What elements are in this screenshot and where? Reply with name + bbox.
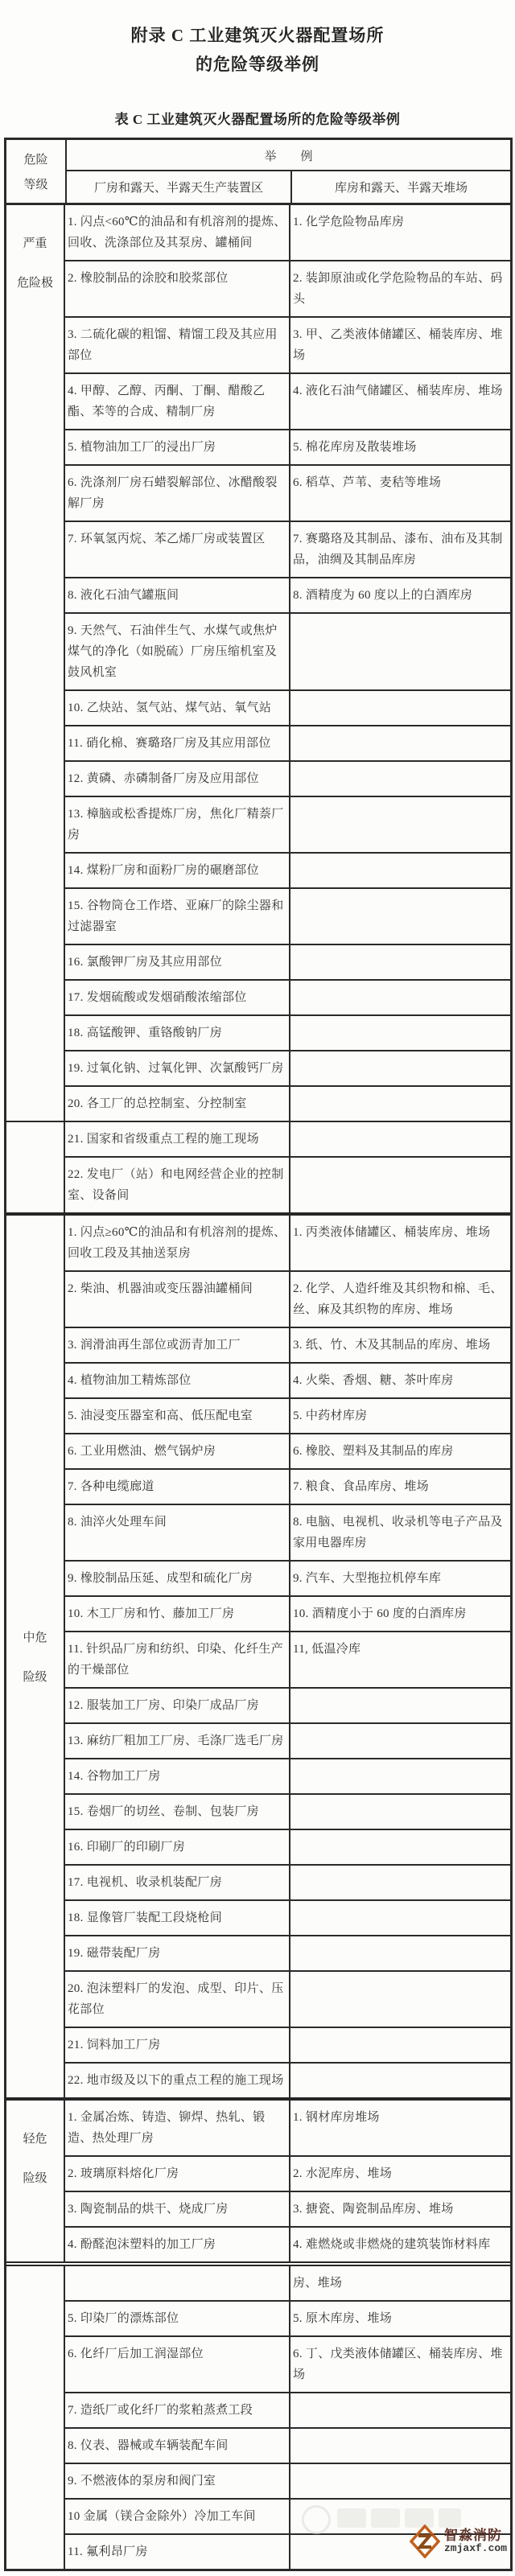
hazard-level-label-line: 轻危 [23,2133,47,2146]
group-rows [65,2101,510,2261]
factory-example-cell: 5. 植物油加工厂的浸出厂房 [65,430,290,464]
table-row [65,2335,510,2392]
factory-example-cell: 17. 电视机、收录机装配厂房 [65,1866,290,1899]
factory-example-cell: 12. 服装加工厂房、印染厂成品厂房 [65,1689,290,1722]
table-row [65,1156,510,1212]
table-body [6,205,510,2569]
factory-example-cell: 14. 煤粉厂房和面粉厂房的碾磨部位 [65,854,290,887]
factory-example-cell: 8. 液化石油气罐瓶间 [65,578,290,612]
factory-example-cell: 7. 各种电缆廊道 [65,1470,290,1504]
appendix-title-line2: 的危险等级举例 [196,55,319,74]
factory-example-cell: 3. 二硫化碳的粗馏、精馏工段及其应用部位 [65,318,290,372]
table-row [65,1433,510,1468]
warehouse-example-cell: 房、堆场 [293,2277,343,2290]
factory-example-cell: 15. 卷烟厂的切丝、卷制、包装厂房 [65,1795,290,1829]
warehouse-example-cell [290,2064,510,2097]
hazard-level-label [6,2101,65,2261]
table-row [65,1397,510,1433]
table-row [65,2191,510,2226]
factory-example-cell: 6. 洗涤剂厂房石蜡裂解部位、冰醋酸裂解厂房 [65,466,290,521]
factory-example-cell: 6. 工业用燃油、燃气锅炉房 [65,1434,290,1468]
table-row [65,1504,510,1560]
factory-example-cell: 13. 樟脑或松香提炼厂房，焦化厂精萘厂房 [65,797,290,852]
site-watermark [410,2525,507,2558]
factory-example-cell: 21. 国家和省级重点工程的施工现场 [65,1122,290,1156]
warehouse-example-cell: 4. 火柴、香烟、糖、茶叶库房 [293,1374,454,1387]
table-row [65,725,510,760]
table-row [65,2427,510,2463]
warehouse-example-cell: 2. 水泥库房、堆场 [293,2167,393,2180]
table-row [65,1864,510,1899]
hazard-level-label [6,2266,65,2569]
table-row [65,205,510,260]
factory-example-cell: 9. 不燃液体的泵房和阀门室 [65,2464,290,2498]
factory-example-cell: 11. 氟利昂厂房 [65,2535,290,2569]
table-row [65,1631,510,1687]
table-row [65,1687,510,1722]
warehouse-example-cell: 3. 甲、乙类液体储罐区、桶装库房、堆场 [293,328,503,362]
factory-example-cell: 11. 针织品厂房和纺织、印染、化纤生产的干燥部位 [65,1632,290,1687]
warehouse-example-cell [290,1724,510,1758]
factory-example-cell: 8. 油淬火处理车间 [65,1505,290,1560]
table-row [65,2027,510,2062]
table-row [65,1758,510,1793]
table-row [65,2062,510,2097]
factory-example-cell: 4. 植物油加工精炼部位 [65,1364,290,1397]
table-row [65,2463,510,2498]
warehouse-example-cell [290,1016,510,1050]
factory-example-cell: 7. 环氧氢丙烷、苯乙烯厂房或装置区 [65,522,290,577]
warehouse-example-cell [290,1936,510,1970]
factory-example-cell: 1. 闪点≥60℃的油品和有机溶剂的提炼、回收工段及其抽送泵房 [65,1216,290,1270]
table-row [65,1050,510,1085]
warehouse-example-cell [290,1866,510,1899]
warehouse-example-cell: 6. 丁、戊类液体储罐区、桶装库房、堆场 [293,2348,503,2381]
warehouse-example-cell [290,1158,510,1212]
table-row [65,429,510,464]
factory-example-cell: 1. 闪点<60℃的油品和有机溶剂的提炼、回收、洗涤部位及其泵房、罐桶间 [65,205,290,260]
table-row [65,1829,510,1864]
zhimiao-logo-icon [410,2525,440,2558]
table-row [65,2266,510,2300]
warehouse-example-cell: 4. 液化石油气储罐区、桶装库房、堆场 [293,385,503,397]
hazard-level-label [6,205,65,1121]
warehouse-example-cell [290,1122,510,1156]
warehouse-example-cell [290,1795,510,1829]
hazard-group-1 [6,1121,510,1212]
table-row [65,2155,510,2191]
factory-example-cell: 3. 陶瓷制品的烘干、烧成厂房 [65,2192,290,2226]
table-row [65,944,510,979]
group-rows [65,2266,510,2569]
table-row [65,612,510,689]
header-subcolumns [67,171,510,203]
factory-example-cell: 10. 木工厂房和竹、藤加工厂房 [65,1597,290,1631]
warehouse-example-cell: 7. 粮食、食品库房、堆场 [293,1480,429,1493]
table-row [65,1935,510,1970]
warehouse-example-cell [290,691,510,725]
hazard-group-4 [6,2261,510,2569]
warehouse-example-cell [290,1087,510,1121]
warehouse-example-cell: 1. 丙类液体储罐区、桶装库房、堆场 [293,1226,491,1239]
factory-example-cell: 1. 金属冶炼、铸造、铆焊、热轧、锻造、热处理厂房 [65,2101,290,2155]
factory-example-cell: 22. 地市级及以下的重点工程的施工现场 [65,2064,290,2097]
factory-example-cell: 13. 麻纺厂粗加工厂房、毛涤厂选毛厂房 [65,1724,290,1758]
warehouse-example-cell: 2. 装卸原油或化学危险物品的车站、码头 [293,272,503,306]
hazard-level-table [4,138,513,2571]
warehouse-example-cell [290,1901,510,1935]
warehouse-example-cell [290,981,510,1014]
group-rows [65,205,510,1121]
table-row [65,1793,510,1829]
appendix-title-line1: 附录 C 工业建筑灭火器配置场所 [130,26,385,45]
factory-example-cell: 7. 造纸厂或化纤厂的浆粕蒸煮工段 [65,2393,290,2427]
warehouse-example-cell [290,2429,510,2463]
warehouse-example-cell [290,1759,510,1793]
factory-example-cell: 4. 甲醇、乙醇、丙酮、丁酮、醋酸乙酯、苯等的合成、精制厂房 [65,374,290,429]
warehouse-example-cell: 8. 酒精度为 60 度以上的白酒库房 [293,589,473,602]
warehouse-example-cell: 10. 酒精度小于 60 度的白酒库房 [293,1607,467,1620]
factory-example-cell: 9. 橡胶制品压延、成型和硫化厂房 [65,1562,290,1595]
table-row [65,316,510,372]
table-row [65,1085,510,1121]
factory-example-cell: 10 金属（镁合金除外）冷加工车间 [65,2500,290,2533]
factory-example-cell: 2. 玻璃原料熔化厂房 [65,2157,290,2191]
group-rows [65,1216,510,2097]
table-row [65,372,510,429]
warehouse-example-cell [290,1689,510,1722]
warehouse-example-cell: 3. 纸、竹、木及其制品的库房、堆场 [293,1339,491,1352]
warehouse-example-cell: 5. 棉花库房及散装堆场 [293,441,417,454]
warehouse-example-cell [290,854,510,887]
table-row [65,887,510,944]
factory-example-cell: 12. 黄磷、赤磷制备厂房及应用部位 [65,762,290,796]
factory-example-cell: 4. 酚醛泡沫塑料的加工厂房 [65,2228,290,2261]
warehouse-example-cell [290,1830,510,1864]
table-row [65,1122,510,1156]
header-hazard-level [6,140,67,203]
table-row [65,464,510,521]
warehouse-example-cell: 1. 钢材库房堆场 [293,2111,380,2124]
warehouse-example-cell [290,726,510,760]
table-row [65,1722,510,1758]
table-row [65,760,510,796]
hazard-group-0 [6,205,510,1121]
table-row [65,1899,510,1935]
factory-example-cell: 2. 柴油、机器油或变压器油罐桶间 [65,1272,290,1327]
header-hazard-level-line2: 等级 [23,179,48,191]
factory-example-cell: 11. 硝化棉、赛璐珞厂房及其应用部位 [65,726,290,760]
factory-example-cell: 3. 润滑油再生部位或沥青加工厂 [65,1328,290,1362]
group-rows [65,1122,510,1212]
warehouse-example-cell [290,1051,510,1085]
header-warehouse-column: 库房和露天、半露天堆场 [334,182,468,195]
factory-example-cell: 18. 高锰酸钾、重铬酸钠厂房 [65,1016,290,1050]
header-examples: 举 例 [67,140,510,171]
table-row [65,2392,510,2427]
table-row [65,2226,510,2261]
warehouse-example-cell [290,945,510,979]
factory-example-cell [65,2266,290,2300]
factory-example-cell: 20. 泡沫塑料厂的发泡、成型、印片、压花部位 [65,1972,290,2027]
hazard-level-label-line: 险级 [23,2172,47,2185]
header-hazard-level-line1: 危险 [23,154,48,167]
factory-example-cell: 20. 各工厂的总控制室、分控制室 [65,1087,290,1121]
warehouse-example-cell [290,1972,510,2027]
table-header [6,140,510,205]
hazard-level-label-line: 中危 [23,1632,47,1644]
header-examples-group [67,140,510,203]
hazard-level-label [6,1216,65,2097]
factory-example-cell: 8. 仪表、器械或车辆装配车间 [65,2429,290,2463]
factory-example-cell: 17. 发烟硫酸或发烟硝酸浓缩部位 [65,981,290,1014]
warehouse-example-cell: 9. 汽车、大型拖拉机停车库 [293,1572,442,1585]
table-row [65,1216,510,1270]
warehouse-example-cell [290,2028,510,2062]
warehouse-example-cell [290,2464,510,2498]
factory-example-cell: 15. 谷物筒仓工作塔、亚麻厂的除尘器和过滤器室 [65,889,290,944]
table-title: 表 C 工业建筑灭火器配置场所的危险等级举例 [114,112,401,127]
hazard-group-3 [6,2097,510,2261]
warehouse-example-cell: 5. 原木库房、堆场 [293,2312,393,2325]
warehouse-example-cell: 4. 难燃烧或非燃烧的建筑装饰材料库 [293,2238,491,2251]
warehouse-example-cell: 1. 化学危险物品库房 [293,216,405,228]
factory-example-cell: 19. 过氧化钠、过氧化钾、次氯酸钙厂房 [65,1051,290,1085]
warehouse-example-cell: 2. 化学、人造纤维及其织物和棉、毛、丝、麻及其织物的库房、堆场 [293,1282,503,1316]
warehouse-example-cell: 11, 低温冷库 [293,1643,361,1656]
factory-example-cell: 9. 天然气、石油伴生气、水煤气或焦炉煤气的净化（如脱硫）厂房压缩机室及鼓风机室 [65,614,290,689]
table-row [65,260,510,316]
warehouse-example-cell: 8. 电脑、电视机、收录机等电子产品及家用电器库房 [293,1516,503,1549]
table-row [65,577,510,612]
table-row [65,1560,510,1595]
factory-example-cell: 2. 橡胶制品的涂胶和胶浆部位 [65,261,290,316]
hazard-level-label-line: 严重 [23,237,47,250]
factory-example-cell: 10. 乙炔站、氢气站、煤气站、氧气站 [65,691,290,725]
table-row [65,1468,510,1504]
hazard-group-2 [6,1212,510,2097]
table-row [65,1362,510,1397]
hazard-level-label [6,1122,65,1212]
warehouse-example-cell: 6. 稻草、芦苇、麦秸等堆场 [293,476,442,489]
factory-example-cell: 18. 显像管厂装配工段烧枪间 [65,1901,290,1935]
factory-example-cell: 22. 发电厂（站）和电网经营企业的控制室、设备间 [65,1158,290,1212]
factory-example-cell: 5. 印染厂的漂炼部位 [65,2302,290,2335]
warehouse-example-cell [290,614,510,689]
factory-example-cell: 21. 饲料加工厂房 [65,2028,290,2062]
watermark-brand: 智淼消防 [443,2527,502,2543]
table-row [65,852,510,887]
factory-example-cell: 19. 磁带装配厂房 [65,1936,290,1970]
table-row [65,1327,510,1362]
table-row [65,979,510,1014]
table-row [65,1270,510,1327]
table-row [65,796,510,852]
table-row [65,2300,510,2335]
warehouse-example-cell [290,2393,510,2427]
table-row [65,521,510,577]
warehouse-example-cell [290,889,510,944]
warehouse-example-cell [290,797,510,852]
factory-example-cell: 5. 油浸变压器室和高、低压配电室 [65,1399,290,1433]
warehouse-example-cell [290,762,510,796]
factory-example-cell: 14. 谷物加工厂房 [65,1759,290,1793]
warehouse-example-cell: 7. 赛璐珞及其制品、漆布、油布及其制品，油绸及其制品库房 [293,533,503,566]
table-row [65,689,510,725]
factory-example-cell: 6. 化纤厂后加工润湿部位 [65,2337,290,2392]
warehouse-example-cell: 5. 中药材库房 [293,1409,368,1422]
hazard-level-label-line: 危险极 [16,277,53,290]
table-row [65,2101,510,2155]
warehouse-example-cell: 3. 搪瓷、陶瓷制品库房、堆场 [293,2203,454,2216]
table-row [65,1595,510,1631]
header-factory-column: 厂房和露天、半露天生产装置区 [67,171,292,203]
hazard-level-label-line: 险级 [23,1671,47,1684]
watermark-domain: zmjaxf.com [443,2542,507,2555]
table-row [65,1970,510,2027]
factory-example-cell: 16. 氯酸钾厂房及其应用部位 [65,945,290,979]
warehouse-example-cell: 6. 橡胶、塑料及其制品的库房 [293,1445,454,1458]
factory-example-cell: 16. 印刷厂的印刷厂房 [65,1830,290,1864]
table-row [65,1014,510,1050]
